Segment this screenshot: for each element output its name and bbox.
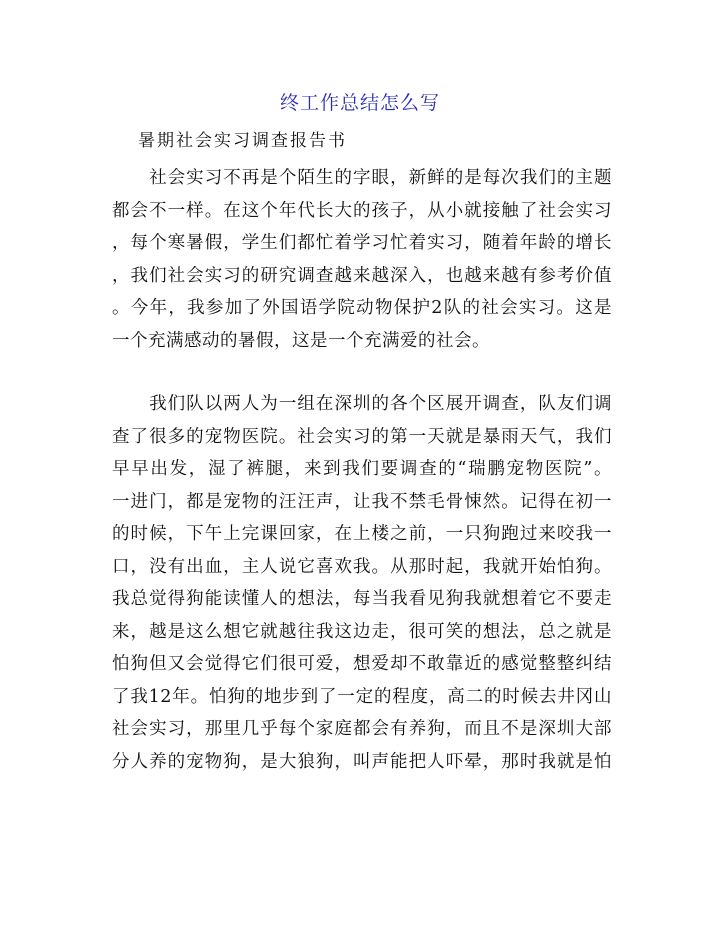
- document-subtitle: 暑期社会实习调查报告书: [138, 131, 347, 151]
- text-line: 的时候，下午上完课回家，在上楼之前，一只狗跑过来咬我一: [112, 524, 612, 544]
- text-line: 分人养的宠物狗，是大狼狗，叫声能把人吓晕，那时我就是怕: [112, 751, 612, 772]
- text-line: 我们队以两人为一组在深圳的各个区展开调查，队友们调: [112, 394, 612, 414]
- text-line: 社会实习，那里几乎每个家庭都会有养狗，而且不是深圳大部: [112, 719, 612, 739]
- text-line: 了我12年。怕狗的地步到了一定的程度，高二的时候去井冈山: [112, 686, 612, 707]
- text-line: 怕狗但又会觉得它们很可爱，想爱却不敢靠近的感觉整整纠结: [112, 654, 612, 674]
- text-line: 。今年，我参加了外国语学院动物保护2队的社会实习。这是: [112, 298, 612, 318]
- text-line: ，每个寒暑假，学生们都忙着学习忙着实习，随着年龄的增长: [112, 233, 612, 253]
- text-line: 社会实习不再是个陌生的字眼，新鲜的是每次我们的主题: [112, 168, 612, 188]
- text-line: ，我们社会实习的研究调查越来越深入，也越来越有参考价值: [112, 265, 612, 286]
- paragraph-2: [112, 388, 612, 778]
- text-line: 早早出发，湿了裤腿，来到我们要调查的“瑞鹏宠物医院”。: [112, 459, 612, 479]
- text-line: 来，越是这么想它就越往我这边走，很可笑的想法，总之就是: [112, 621, 612, 642]
- text-line: 一进门，都是宠物的汪汪声，让我不禁毛骨悚然。记得在初一: [112, 491, 612, 512]
- paragraph-1: [112, 162, 612, 357]
- text-line: 一个充满感动的暑假，这是一个充满爱的社会。: [112, 330, 490, 351]
- text-line: 查了很多的宠物医院。社会实习的第一天就是暴雨天气，我们: [112, 426, 612, 447]
- text-line: 口，没有出血，主人说它喜欢我。从那时起，我就开始怕狗。: [112, 556, 612, 577]
- text-line: 我总觉得狗能读懂人的想法，每当我看见狗我就想着它不要走: [112, 589, 612, 609]
- text-line: 都会不一样。在这个年代长大的孩子，从小就接触了社会实习: [112, 200, 612, 221]
- document-title: 终工作总结怎么写: [279, 92, 440, 114]
